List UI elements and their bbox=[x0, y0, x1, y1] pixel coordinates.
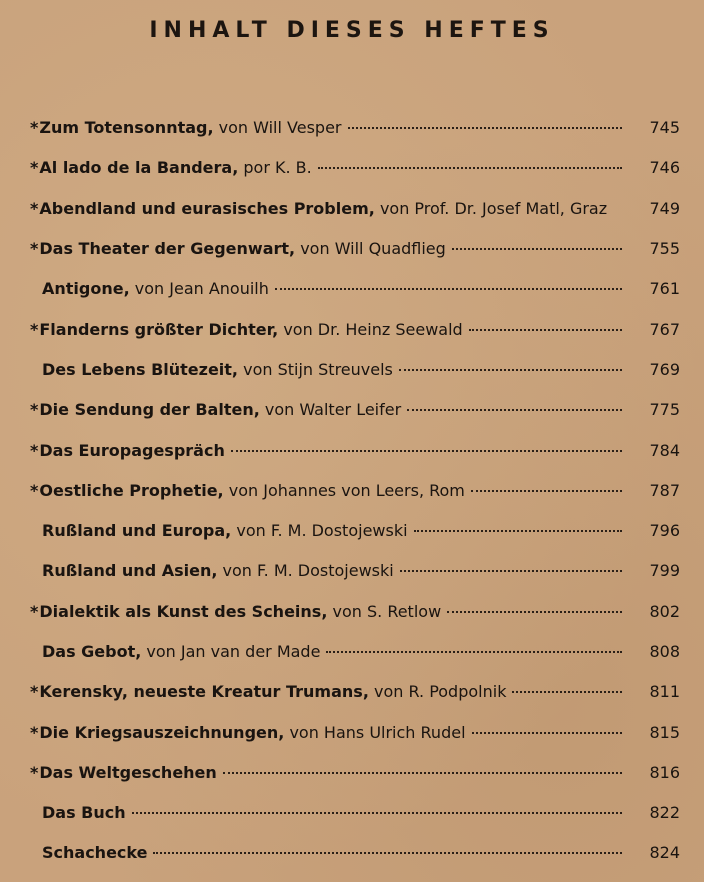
toc-entry-line bbox=[42, 521, 630, 541]
toc-entry-page-number: 769 bbox=[649, 359, 680, 379]
asterisk-mark: * bbox=[30, 480, 39, 500]
toc-entry-line bbox=[30, 763, 630, 783]
toc-entry-page-number: 816 bbox=[649, 762, 680, 782]
toc-entry-title: Rußland und Europa, bbox=[42, 521, 232, 541]
toc-entry-page-number: 784 bbox=[649, 440, 680, 460]
toc-entry bbox=[0, 148, 704, 188]
toc-entry-page-number: 749 bbox=[649, 198, 680, 218]
toc-entry bbox=[0, 551, 704, 591]
toc-entry-page-number: 755 bbox=[649, 239, 680, 259]
toc-entry-page-number: 745 bbox=[649, 118, 680, 138]
toc-entry-author: von R. Podpolnik bbox=[373, 682, 507, 702]
toc-entry bbox=[0, 632, 704, 672]
dot-leader bbox=[400, 570, 622, 572]
dot-leader bbox=[407, 409, 622, 411]
toc-entry-line bbox=[42, 642, 630, 662]
toc-entry-author: von Prof. Dr. Josef Matl, Graz bbox=[379, 198, 608, 218]
toc-entry-title: Al lado de la Bandera, bbox=[39, 158, 239, 178]
toc-entry-page-number: 799 bbox=[649, 561, 680, 581]
asterisk-mark: * bbox=[30, 682, 39, 702]
page-title: INHALT DIESES HEFTES bbox=[149, 18, 555, 43]
toc-entry-page-number: 815 bbox=[649, 722, 680, 742]
toc-entry-title: Das Europagespräch bbox=[39, 440, 225, 460]
toc-entry-page-number: 802 bbox=[649, 601, 680, 621]
dot-leader bbox=[223, 772, 622, 774]
toc-entry bbox=[0, 309, 704, 349]
toc-entry-title: Oestliche Prophetie, bbox=[39, 480, 224, 500]
toc-entry-author: von Walter Leifer bbox=[264, 400, 402, 420]
toc-entry-title: Abendland und eurasisches Problem, bbox=[39, 198, 375, 218]
dot-leader bbox=[512, 691, 622, 693]
toc-entry bbox=[0, 793, 704, 833]
toc-entry bbox=[0, 471, 704, 511]
toc-entry-title: Das Weltgeschehen bbox=[39, 762, 217, 782]
toc-entry-author: von F. M. Dostojewski bbox=[236, 521, 408, 541]
toc-entry-line bbox=[42, 561, 630, 581]
asterisk-mark: * bbox=[30, 762, 39, 782]
toc-entry-author: von Jan van der Made bbox=[146, 642, 321, 661]
toc-entry-author: von Dr. Heinz Seewald bbox=[283, 319, 463, 339]
toc-entry-title: Flanderns größter Dichter, bbox=[39, 319, 279, 339]
toc-entry-line bbox=[30, 239, 630, 259]
toc-entry bbox=[0, 108, 704, 148]
toc-entry-title: Das Gebot, bbox=[42, 642, 142, 661]
toc-entry-title: Rußland und Asien, bbox=[42, 561, 218, 581]
toc-entry-author: von Hans Ulrich Rudel bbox=[289, 722, 466, 742]
toc-entry-line bbox=[42, 803, 630, 823]
toc-entry-line bbox=[30, 602, 630, 622]
dot-leader bbox=[275, 288, 622, 290]
toc-entry-author: von F. M. Dostojewski bbox=[222, 561, 394, 581]
dot-leader bbox=[469, 329, 622, 331]
toc-entry-line bbox=[30, 320, 630, 340]
toc-entry bbox=[0, 189, 704, 229]
toc-entry-line bbox=[30, 481, 630, 501]
asterisk-mark: * bbox=[30, 158, 39, 178]
toc-entry-page-number: 796 bbox=[649, 521, 680, 541]
dot-leader bbox=[414, 530, 622, 532]
toc-entry-line bbox=[30, 199, 630, 219]
dot-leader bbox=[348, 127, 623, 129]
toc-entry-title: Dialektik als Kunst des Scheins, bbox=[39, 601, 328, 621]
dot-leader bbox=[326, 651, 622, 653]
toc-entry-page-number: 811 bbox=[649, 682, 680, 702]
toc-entry bbox=[0, 269, 704, 309]
toc-entry-page-number: 761 bbox=[649, 279, 680, 299]
toc-entry-line bbox=[30, 723, 630, 743]
dot-leader bbox=[399, 369, 622, 371]
toc-entry-author: von Will Quadflieg bbox=[300, 239, 446, 259]
toc-entry-author: von Jean Anouilh bbox=[134, 279, 269, 299]
toc-entry bbox=[0, 430, 704, 470]
toc-entry-line bbox=[42, 843, 630, 863]
toc-entry-title: Das Theater der Gegenwart, bbox=[39, 239, 296, 259]
dot-leader bbox=[452, 248, 622, 250]
toc-entry-author: von Stijn Streuvels bbox=[243, 359, 393, 379]
toc-entry bbox=[0, 833, 704, 873]
toc-entry-author: von Will Vesper bbox=[218, 118, 342, 138]
toc-entry-line bbox=[42, 360, 630, 380]
dot-leader bbox=[153, 852, 622, 854]
toc-entry-line bbox=[30, 158, 630, 178]
asterisk-mark: * bbox=[30, 722, 39, 742]
toc-entry-line bbox=[42, 279, 630, 299]
toc-entry-author: por K. B. bbox=[243, 158, 312, 178]
toc-entry-title: Die Kriegsauszeichnungen, bbox=[39, 722, 285, 742]
toc-entry-line bbox=[30, 682, 630, 702]
dot-leader bbox=[472, 732, 622, 734]
toc-entry-title: Schachecke bbox=[42, 843, 148, 863]
toc-entry-line bbox=[30, 400, 630, 420]
toc-entry-page-number: 808 bbox=[649, 642, 680, 661]
dot-leader bbox=[231, 450, 622, 452]
toc-entry bbox=[0, 672, 704, 712]
asterisk-mark: * bbox=[30, 440, 39, 460]
asterisk-mark: * bbox=[30, 198, 39, 218]
table-of-contents bbox=[0, 108, 704, 874]
toc-entry-author: von S. Retlow bbox=[332, 601, 442, 621]
asterisk-mark: * bbox=[30, 118, 39, 138]
toc-entry-title: Antigone, bbox=[42, 279, 130, 299]
toc-entry bbox=[0, 229, 704, 269]
toc-entry-page-number: 824 bbox=[649, 843, 680, 863]
toc-entry-title: Zum Totensonntag, bbox=[39, 118, 214, 138]
toc-entry bbox=[0, 350, 704, 390]
toc-entry-title: Die Sendung der Balten, bbox=[39, 400, 260, 420]
toc-entry-title: Kerensky, neueste Kreatur Trumans, bbox=[39, 682, 369, 702]
toc-entry-line bbox=[30, 441, 630, 461]
asterisk-mark: * bbox=[30, 239, 39, 259]
dot-leader bbox=[318, 167, 622, 169]
toc-entry bbox=[0, 592, 704, 632]
asterisk-mark: * bbox=[30, 400, 39, 420]
toc-entry-title: Des Lebens Blütezeit, bbox=[42, 359, 239, 379]
toc-entry-page-number: 787 bbox=[649, 480, 680, 500]
dot-leader bbox=[471, 490, 622, 492]
toc-entry-page-number: 746 bbox=[649, 158, 680, 178]
asterisk-mark: * bbox=[30, 319, 39, 339]
dot-leader bbox=[447, 611, 622, 613]
toc-entry-title: Das Buch bbox=[42, 803, 126, 823]
toc-entry-line bbox=[30, 118, 630, 138]
toc-entry-page-number: 775 bbox=[649, 400, 680, 420]
toc-entry bbox=[0, 753, 704, 793]
toc-entry-page-number: 822 bbox=[649, 803, 680, 823]
toc-entry bbox=[0, 712, 704, 752]
dot-leader bbox=[132, 812, 622, 814]
toc-entry bbox=[0, 511, 704, 551]
toc-entry-page-number: 767 bbox=[649, 319, 680, 339]
toc-entry bbox=[0, 390, 704, 430]
asterisk-mark: * bbox=[30, 601, 39, 621]
toc-entry-author: von Johannes von Leers, Rom bbox=[228, 480, 465, 500]
